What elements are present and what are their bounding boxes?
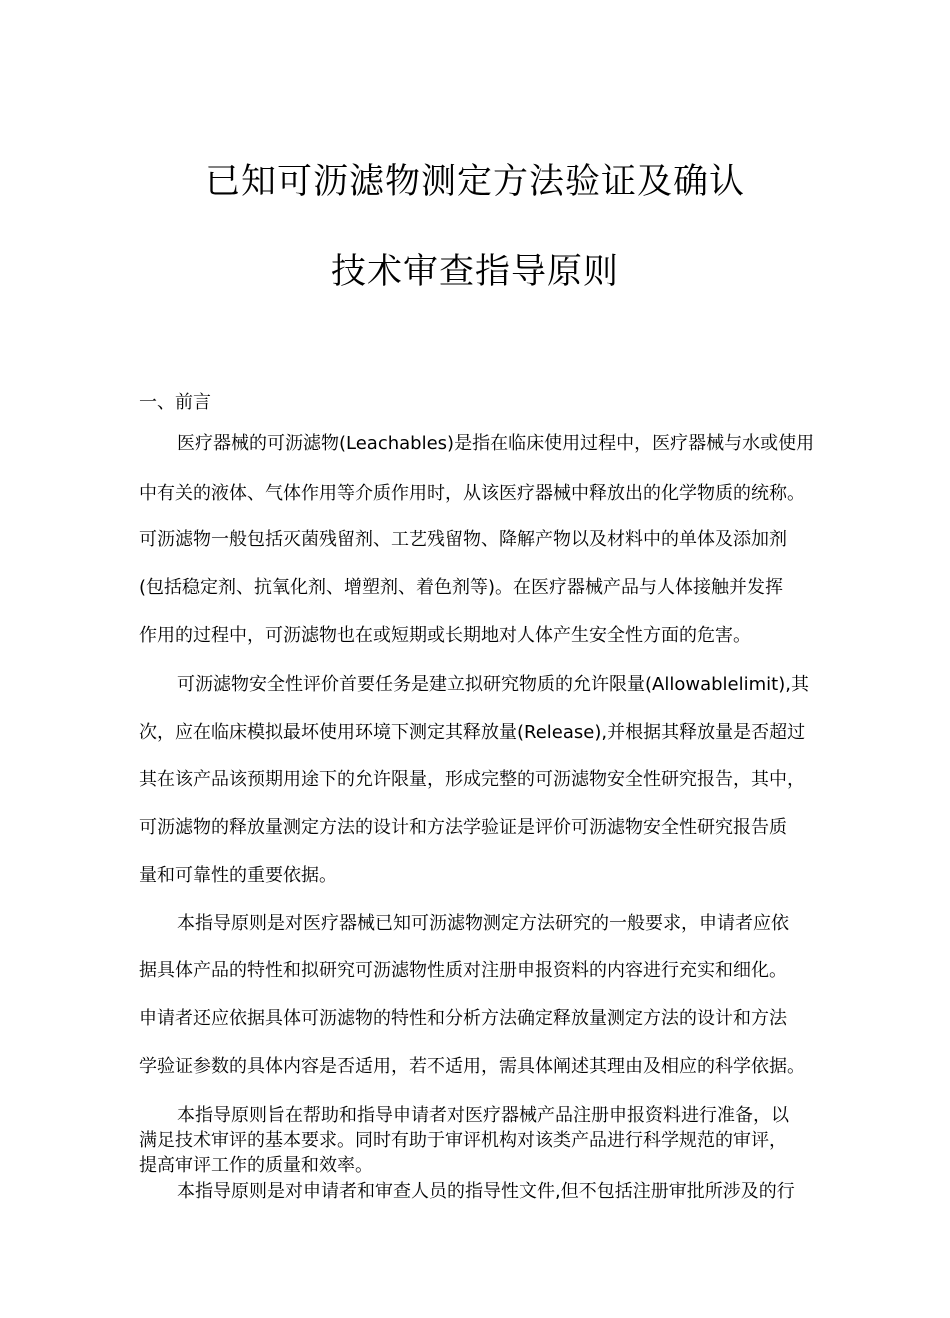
paragraph-line: 作用的过程中，可沥滤物也在或短期或长期地对人体产生安全性方面的危害。 (139, 625, 751, 646)
paragraph-line: 学验证参数的具体内容是否适用，若不适用，需具体阐述其理由及相应的科学依据。 (139, 1056, 805, 1077)
paragraph-line: 中有关的液体、气体作用等介质作用时，从该医疗器械中释放出的化学物质的统称。 (139, 483, 805, 504)
paragraph-line: 可沥滤物的释放量测定方法的设计和方法学验证是评价可沥滤物安全性研究报告质 (139, 817, 787, 838)
paragraph-line: 提高审评工作的质量和效率。 (139, 1155, 373, 1176)
section-heading-preface: 一、前言 (139, 392, 211, 413)
paragraph-line: 可沥滤物一般包括灭菌残留剂、工艺残留物、降解产物以及材料中的单体及添加剂 (139, 529, 787, 550)
paragraph-line: 次，应在临床模拟最坏使用环境下测定其释放量(Release),并根据其释放量是否超过 (139, 722, 806, 743)
paragraph-line: 医疗器械的可沥滤物(Leachables)是指在临床使用过程中，医疗器械与水或使用 (177, 433, 815, 454)
paragraph-line: 其在该产品该预期用途下的允许限量，形成完整的可沥滤物安全性研究报告，其中， (139, 769, 805, 790)
paragraph-line: 可沥滤物安全性评价首要任务是建立拟研究物质的允许限量(Allowablelimit),其 (177, 674, 809, 695)
paragraph-line: 本指导原则是对申请者和审查人员的指导性文件,但不包括注册审批所涉及的行 (177, 1181, 795, 1202)
paragraph-line: 申请者还应依据具体可沥滤物的特性和分析方法确定释放量测定方法的设计和方法 (139, 1008, 787, 1029)
paragraph-line: 量和可靠性的重要依据。 (139, 865, 337, 886)
paragraph-line: 据具体产品的特性和拟研究可沥滤物性质对注册申报资料的内容进行充实和细化。 (139, 960, 787, 981)
paragraph-line: 本指导原则旨在帮助和指导申请者对医疗器械产品注册申报资料进行准备，以 (177, 1105, 789, 1126)
document-title-line2: 技术审查指导原则 (330, 252, 619, 292)
document-title-line1: 已知可沥滤物测定方法验证及确认 (204, 162, 745, 202)
paragraph-line: 满足技术审评的基本要求。同时有助于审评机构对该类产品进行科学规范的审评， (139, 1130, 787, 1151)
paragraph-line: 本指导原则是对医疗器械已知可沥滤物测定方法研究的一般要求，申请者应依 (177, 913, 789, 934)
paragraph-line: (包括稳定剂、抗氧化剂、增塑剂、着色剂等)。在医疗器械产品与人体接触并发挥 (139, 577, 784, 598)
